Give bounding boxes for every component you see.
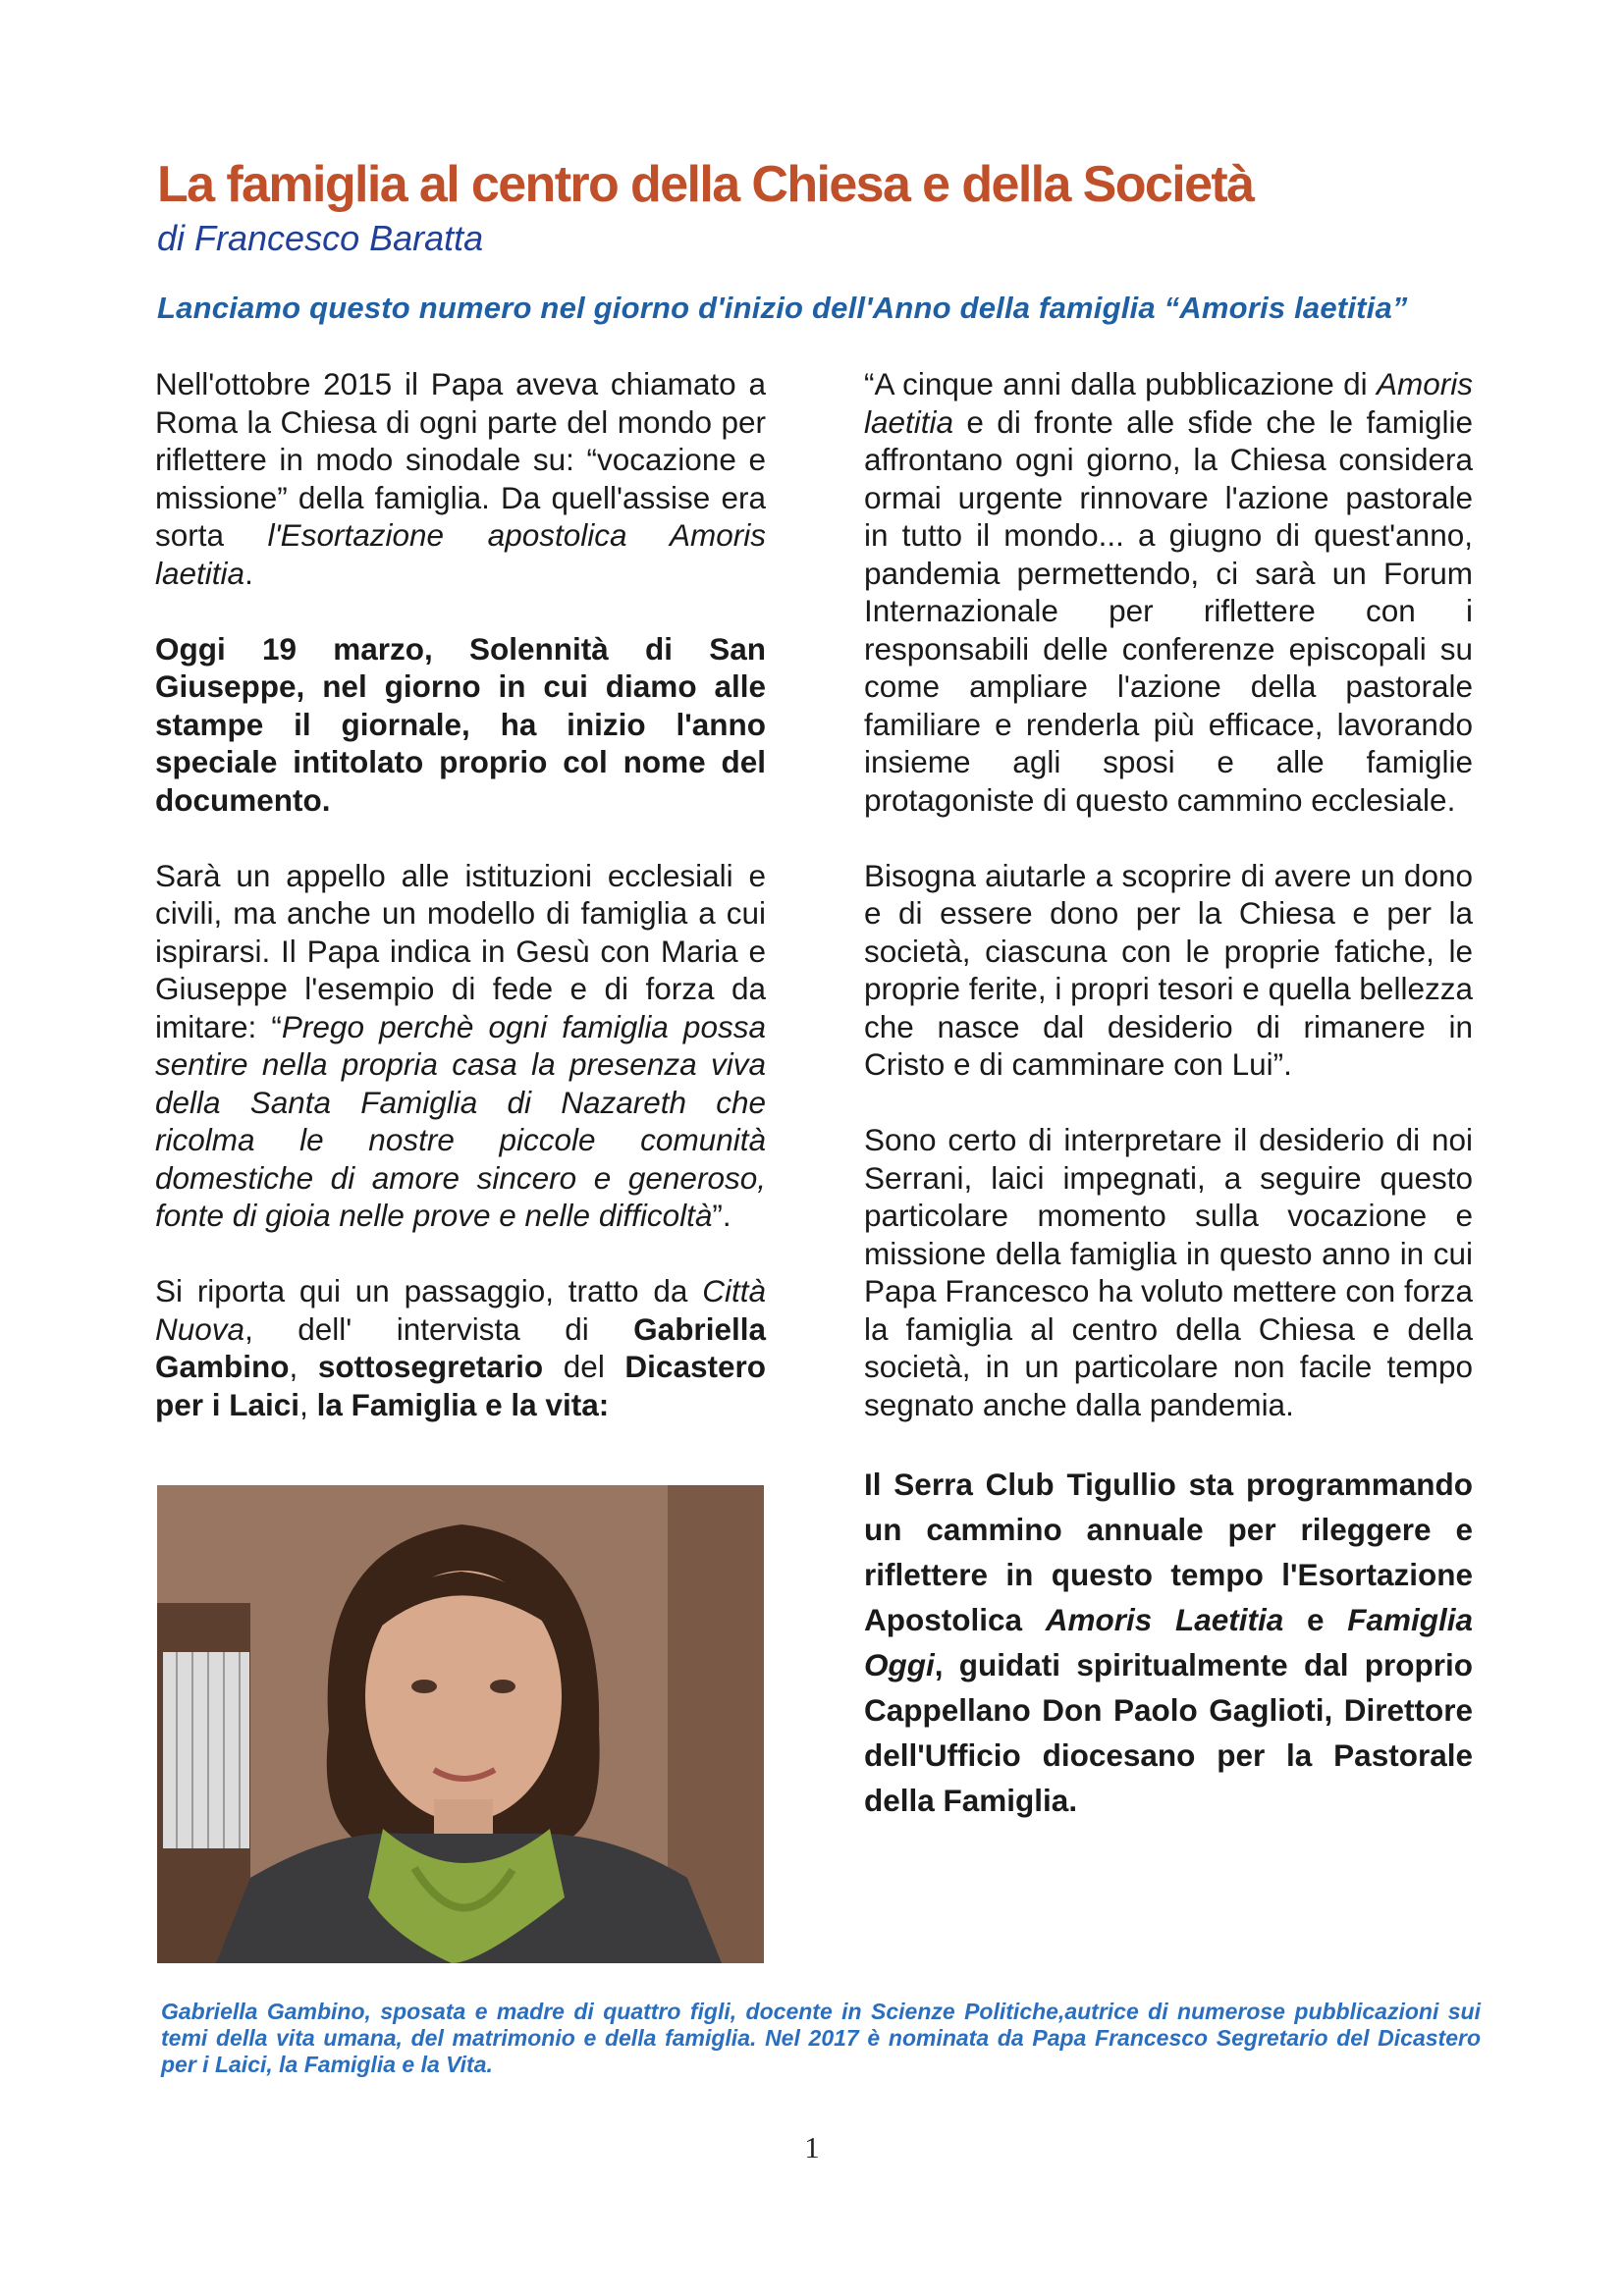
text-run-italic: Amoris laetitia [864,366,1473,440]
text-run: . [244,555,253,591]
left-paragraph-4 [155,1272,766,1423]
text-run: “A cinque anni dalla pubblicazione di [864,366,1377,401]
text-run-italic: Famiglia Oggi [864,1601,1473,1682]
left-column [155,365,766,1462]
text-run: e [1283,1601,1348,1637]
text-run: Il Serra Club Tigullio sta programmando un cammino annuale per rileggere e riflettere in questo tempo l'Esortazione Apostolica [864,1466,1473,1637]
right-paragraph-1 [864,365,1473,819]
portrait-illustration [157,1485,764,1963]
right-eye [490,1680,515,1693]
author-byline: di Francesco Baratta [157,218,484,258]
article-title: La famiglia al centro della Chiesa e della Società [157,156,1254,213]
text-run: Sarà un appello alle istituzioni ecclesiali e civili, ma anche un modello di famiglia a cui ispirarsi. Il Papa indica in Gesù con Maria e Giuseppe l'esempio di fede e di forza da imitare: “ [155,857,766,1044]
right-paragraph-3: Sono certo di interpretare il desiderio di noi Serrani, laici impegnati, a seguire questo particolare momento sulla vocazione e missione della famiglia in questo anno in cui Papa Francesco ha voluto mettere con forza la famiglia al centro della Chiesa e della società, in un particolare non facile tempo segnato anche dalla pandemia. [864,1122,1473,1422]
left-paragraph-2: Oggi 19 marzo, Solennità di San Giuseppe, nel giorno in cui diamo alle stampe il giornale, ha inizio l'anno speciale intitolato proprio col nome del documento. [155,630,766,818]
text-run-italic: l'Esortazione apostolica Amoris laetitia [155,517,766,591]
text-run: , guidati spiritualmente dal proprio Cappellano Don Paolo Gaglioti, Direttore dell'Ufficio diocesano per la Pastorale della Famiglia. [864,1646,1473,1818]
text-run: Si riporta qui un passaggio, tratto da [155,1273,703,1308]
left-paragraph-3 [155,857,766,1235]
dicastero-text-2: la Famiglia e la vita: [316,1386,610,1422]
text-run: , [299,1386,317,1422]
text-run: , dell' intervista di [244,1310,634,1347]
source-name: Città Nuova [155,1273,766,1347]
text-run: , [289,1349,318,1384]
text-run: ”. [712,1198,731,1233]
dicastero-text: Dicastero per i Laici [155,1349,766,1422]
left-eye [411,1680,437,1693]
article-subtitle: Lanciamo questo numero nel giorno d'inizio dell'Anno della famiglia “Amoris laetitia” [157,291,1408,325]
interviewee-name: Gabriella Gambino [155,1310,766,1384]
text-run: Nell'ottobre 2015 il Papa aveva chiamato a Roma la Chiesa di ogni parte del mondo per riflettere in modo sinodale su: “vocazione e missione” della famiglia. Da quell'assise era sorta [155,366,766,553]
right-paragraph-4 [864,1462,1473,1823]
page-number: 1 [804,2130,820,2164]
quote-italic: Prego perchè ogni famiglia possa sentire nella propria casa la presenza viva della Santa Famiglia di Nazareth che ricolma le nostre piccole comunità domestiche di amore sincero e generoso, fonte di gioia nelle prove e nelle difficoltà [155,1008,766,1233]
role-text: sottosegretario [317,1349,544,1384]
left-paragraph-1 [155,365,766,592]
text-run-italic: Amoris Laetitia [1045,1601,1284,1637]
text-run: e di fronte alle sfide che le famiglie affrontano ogni giorno, la Chiesa considera ormai urgente rinnovare l'azione pastorale in tutto il mondo... a giugno di quest'anno, pandemia permettendo, ci sarà un Forum Internazionale per riflettere con i responsabili delle conferenze episcopali su come ampliare l'azione della pastorale familiare e renderla più efficace, lavorando insieme agli sposi e alle famiglie protagoniste di questo cammino ecclesiale. [864,403,1473,818]
photo-caption: Gabriella Gambino, sposata e madre di quattro figli, docente in Scienze Politiche,autrice di numerose pubblicazioni sui temi della vita umana, del matrimonio e della famiglia. Nel 2017 è nominata da Papa Francesco Segretario del Dicastero per i Laici, la Famiglia e la Vita. [161,1999,1481,2077]
portrait-photo [157,1485,764,1963]
right-column [864,365,1473,1860]
text-run: del [543,1349,625,1384]
right-paragraph-2: Bisogna aiutarle a scoprire di avere un dono e di essere dono per la Chiesa e per la società, ciascuna con le proprie fatiche, le proprie ferite, i propri tesori e quella bellezza che nasce dal desiderio di rimanere in Cristo e di camminare con Lui”. [864,857,1473,1082]
